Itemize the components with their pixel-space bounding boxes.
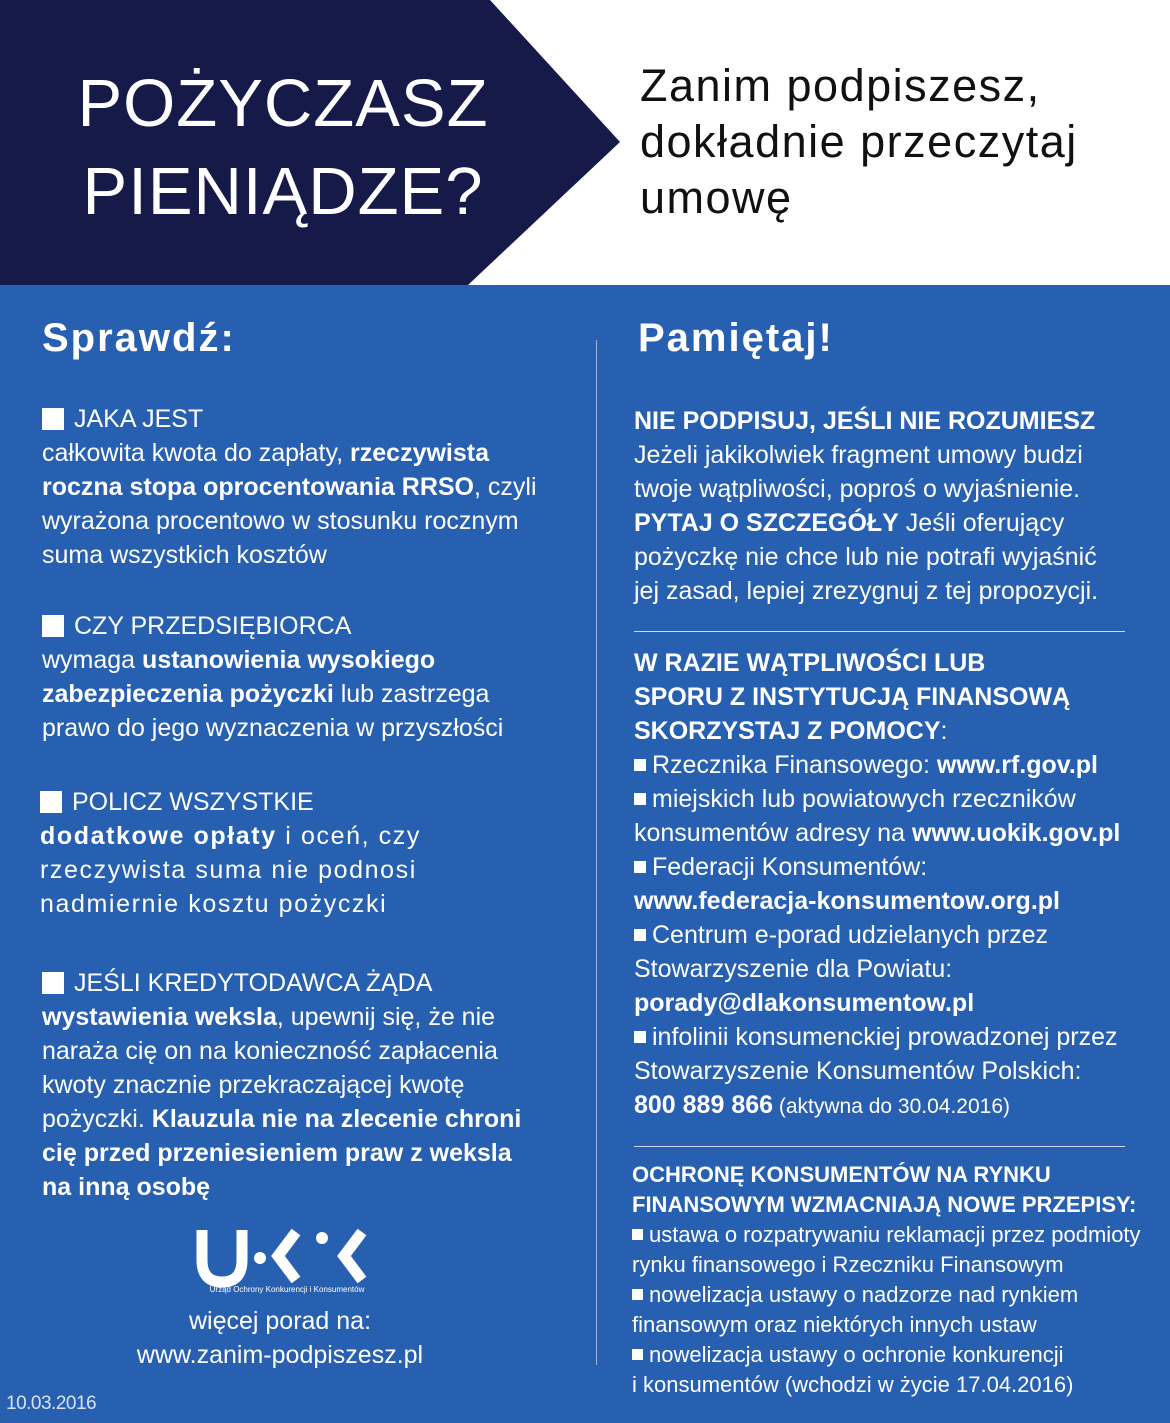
headline-line-2: PIENIĄDZE?	[82, 154, 484, 229]
square-bullet-icon	[632, 1229, 643, 1240]
check-item-fees: POLICZ WSZYSTKIE dodatkowe opłaty i oceń, czy rzeczywista suma nie podnosi nadmiernie kosztu pożyczki	[40, 785, 580, 921]
regulation-item: nowelizacja ustawy o nadzorze nad rynkiem	[632, 1280, 1152, 1310]
help-item: infolinii konsumenckiej prowadzonej przez	[634, 1020, 1154, 1054]
square-bullet-icon	[634, 929, 646, 941]
section-heading: SKORZYSTAJ Z POMOCY	[634, 717, 941, 745]
subtitle-line-3: umowę	[640, 172, 793, 223]
square-bullet-icon	[634, 1031, 646, 1043]
square-bullet-icon	[632, 1289, 643, 1300]
help-item: Federacji Konsumentów:	[634, 850, 1154, 884]
section-heading: PYTAJ O SZCZEGÓŁY	[634, 509, 899, 537]
square-bullet-icon	[632, 1349, 643, 1360]
subtitle-line-2: dokładnie przeczytaj	[640, 116, 1078, 167]
email-link[interactable]: porady@dlakonsumentow.pl	[634, 989, 975, 1017]
check-item-security: CZY PRZEDSIĘBIORCA wymaga ustanowienia wysokiego zabezpieczenia pożyczki lub zastrzega prawo do jego wyznaczenia w przyszłości	[42, 609, 582, 745]
square-bullet-icon	[40, 791, 62, 813]
federacja-link[interactable]: www.federacja-konsumentow.org.pl	[634, 887, 1060, 915]
section-heading: SPORU Z INSTYTUCJĄ FINANSOWĄ	[634, 683, 1071, 711]
section-heading: NIE PODPISUJ, JEŚLI NIE ROZUMIESZ	[634, 407, 1096, 435]
help-item: miejskich lub powiatowych rzeczników	[634, 782, 1154, 816]
square-bullet-icon	[42, 972, 64, 994]
left-column-title: Sprawdź:	[42, 316, 236, 360]
regulation-item: ustawa o rozpatrywaniu reklamacji przez podmioty	[632, 1220, 1152, 1250]
section-heading: OCHRONĘ KONSUMENTÓW NA RYNKU	[632, 1162, 1051, 1187]
subtitle	[640, 58, 1160, 226]
check-item-caption: CZY PRZEDSIĘBIORCA	[42, 609, 582, 643]
check-item-rrso: JAKA JEST całkowita kwota do zapłaty, rzeczywista roczna stopa oprocentowania RRSO, czyli wyrażona procentowo w stosunku rocznym suma wszystkich kosztów	[42, 402, 582, 572]
headline-line-1: POŻYCZASZ	[77, 66, 489, 141]
remember-section-1: NIE PODPISUJ, JEŚLI NIE ROZUMIESZ Jeżeli jakikolwiek fragment umowy budzi twoje wątpliwości, poproś o wyjaśnienie. PYTAJ O SZCZEGÓŁY Jeśli oferujący pożyczkę nie chce lub nie potrafi wyjaśnić jej zasad, lepiej zrezygnuj z tej propozycji.	[634, 407, 1099, 605]
more-advice-label: więcej porad na:	[188, 1307, 372, 1335]
right-column-title: Pamiętaj!	[638, 316, 834, 360]
regulation-item: nowelizacja ustawy o ochronie konkurencji	[632, 1340, 1152, 1370]
section-divider	[634, 1146, 1125, 1147]
regulations-section: OCHRONĘ KONSUMENTÓW NA RYNKU FINANSOWYM WZMACNIAJĄ NOWE PRZEPISY: ustawa o rozpatrywaniu reklamacji przez podmioty rynku finansowego i Rzeczniku Finansowym nowelizacja ustawy o nadzorze nad rynkiem finansowym oraz niektórych innych ustaw nowelizacja ustawy o ochronie konkurencji i konsumentów (wchodzi w życie 17.04.2016)	[632, 1160, 1152, 1400]
square-bullet-icon	[42, 615, 64, 637]
square-bullet-icon	[634, 861, 646, 873]
check-item-caption: JAKA JEST	[42, 402, 582, 436]
square-bullet-icon	[42, 408, 64, 430]
rf-link[interactable]: www.rf.gov.pl	[936, 751, 1098, 779]
help-item: Rzecznika Finansowego: www.rf.gov.pl	[634, 748, 1154, 782]
square-bullet-icon	[634, 793, 646, 805]
headline	[48, 60, 518, 236]
square-bullet-icon	[634, 759, 646, 771]
subtitle-line-1: Zanim podpiszesz,	[640, 60, 1041, 111]
section-heading: FINANSOWYM WZMACNIAJĄ NOWE PRZEPISY:	[632, 1192, 1137, 1217]
check-item-promissory-note: JEŚLI KREDYTODAWCA ŻĄDA wystawienia weksla, upewnij się, że nie naraża cię on na konieczność zapłacenia kwoty znacznie przekraczającej kwotę pożyczki. Klauzula nie na zlecenie chroni cię przed przeniesieniem praw z weksla na inną osobę	[42, 966, 582, 1204]
more-advice	[100, 1304, 460, 1372]
column-divider	[596, 340, 597, 1365]
issue-date: 10.03.2016	[6, 1393, 97, 1414]
help-item: Centrum e-porad udzielanych przez	[634, 918, 1154, 952]
section-heading: W RAZIE WĄTPLIWOŚCI LUB	[634, 649, 986, 677]
help-section: W RAZIE WĄTPLIWOŚCI LUB SPORU Z INSTYTUCJĄ FINANSOWĄ SKORZYSTAJ Z POMOCY: Rzecznika Finansowego: www.rf.gov.pl miejskich lub powiatowych rzeczników konsumentów adresy na www.uokik.gov.pl Federacji Konsumentów: www.federacja-konsumentow.org.pl Centrum e-porad udzielanych przez Stowarzyszenie dla Powiatu: porady@dlakonsumentow.pl infolinii konsumenckiej prowadzonej przez Stowarzyszenie Konsumentów Polskich: 800 889 866 (aktywna do 30.04.2016)	[634, 646, 1154, 1124]
logo-caption: Urząd Ochrony Konkurencji i Konsumentów	[209, 1285, 365, 1294]
check-item-caption: POLICZ WSZYSTKIE	[40, 785, 580, 819]
uokik-logo	[196, 1224, 376, 1294]
hotline-number[interactable]: 800 889 866	[634, 1091, 774, 1119]
header	[0, 0, 1170, 285]
uokik-link[interactable]: www.uokik.gov.pl	[911, 819, 1121, 847]
more-advice-link[interactable]: www.zanim-podpiszesz.pl	[136, 1341, 424, 1369]
section-divider	[634, 631, 1125, 632]
check-item-caption: JEŚLI KREDYTODAWCA ŻĄDA	[42, 966, 582, 1000]
